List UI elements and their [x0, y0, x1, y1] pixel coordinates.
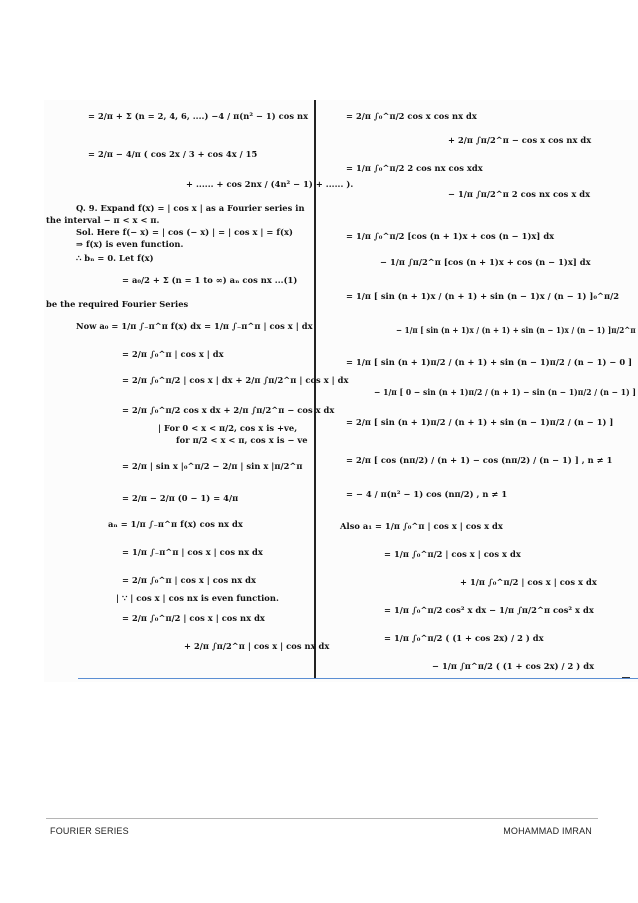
left-column-equation-line: be the required Fourier Series — [46, 299, 189, 309]
left-column-equation-line: = 2/π − 2/π (0 − 1) = 4/π — [122, 493, 239, 503]
right-column-equation-line: − 1/π [ sin (n + 1)x / (n + 1) + sin (n − 1)x / (n − 1) ]π/2^π — [396, 325, 636, 335]
left-column-equation-line: for π/2 < x < π, cos x is − ve — [176, 435, 308, 445]
left-column-equation-line: = 2/π ∫₀^π/2 cos x dx + 2/π ∫π/2^π − cos x dx — [122, 405, 335, 415]
section-separator-line — [78, 678, 638, 679]
right-column-equation-line: = − 4 / π(n² − 1) cos (nπ/2) , n ≠ 1 — [346, 489, 508, 499]
left-column-equation-line: = 2/π − 4/π ( cos 2x / 3 + cos 4x / 15 — [88, 149, 258, 159]
left-column-equation-line: the interval − π < x < π. — [46, 215, 160, 225]
right-column-equation-line: + 1/π ∫₀^π/2 | cos x | cos x dx — [460, 577, 597, 587]
left-column-equation-line: = 2/π ∫₀^π | cos x | dx — [122, 349, 224, 359]
right-column-equation-line: − 1/π ∫π/2^π [cos (n + 1)x + cos (n − 1)x] dx — [380, 257, 591, 267]
right-column-equation-line: − 1/π ∫π/2^π 2 cos nx cos x dx — [448, 189, 591, 199]
left-column-equation-line: = a₀/2 + Σ (n = 1 to ∞) aₙ cos nx ...(1) — [122, 275, 298, 285]
left-column-equation-line: = 2/π + Σ (n = 2, 4, 6, ....) −4 / π(n² − 1) cos nx — [88, 111, 309, 121]
separator-dash — [622, 677, 630, 678]
left-column-equation-line: aₙ = 1/π ∫₋π^π f(x) cos nx dx — [108, 519, 243, 529]
right-column-equation-line: = 1/π [ sin (n + 1)π/2 / (n + 1) + sin (n − 1)π/2 / (n − 1) − 0 ] — [346, 357, 633, 367]
left-column-equation-line: Q. 9. Expand f(x) = | cos x | as a Fourier series in — [76, 203, 305, 213]
right-column-equation-line: = 1/π ∫₀^π/2 2 cos nx cos xdx — [346, 163, 483, 173]
right-column-equation-line: + 2/π ∫π/2^π − cos x cos nx dx — [448, 135, 592, 145]
left-column-equation-line: = 1/π ∫₋π^π | cos x | cos nx dx — [122, 547, 263, 557]
left-column-equation-line: Now a₀ = 1/π ∫₋π^π f(x) dx = 1/π ∫₋π^π | cos x | dx — [76, 321, 313, 331]
left-column-equation-line: ∴ bₙ = 0. Let f(x) — [76, 253, 154, 263]
left-column-equation-line: + 2/π ∫π/2^π | cos x | cos nx dx — [184, 641, 330, 651]
right-column-equation-line: − 1/π [ 0 − sin (n + 1)π/2 / (n + 1) − sin (n − 1)π/2 / (n − 1) ] — [374, 387, 637, 397]
left-column-equation-line: = 2/π ∫₀^π/2 | cos x | dx + 2/π ∫π/2^π | cos x | dx — [122, 375, 349, 385]
right-column-equation-line: = 2/π ∫₀^π/2 cos x cos nx dx — [346, 111, 477, 121]
left-column-equation-line: = 2/π ∫₀^π | cos x | cos nx dx — [122, 575, 257, 585]
right-column-equation-line: = 1/π ∫₀^π/2 ( (1 + cos 2x) / 2 ) dx — [384, 633, 544, 643]
right-column-equation-line: = 2/π [ cos (nπ/2) / (n + 1) − cos (nπ/2) / (n − 1) ] , n ≠ 1 — [346, 455, 613, 465]
footer-left-text: FOURIER SERIES — [50, 826, 129, 836]
right-column-equation-line: = 1/π [ sin (n + 1)x / (n + 1) + sin (n − 1)x / (n − 1) ]₀^π/2 — [346, 291, 620, 301]
right-column-equation-line: = 2/π [ sin (n + 1)π/2 / (n + 1) + sin (n − 1)π/2 / (n − 1) ] — [346, 417, 614, 427]
right-column-equation-line: = 1/π ∫₀^π/2 cos² x dx − 1/π ∫π/2^π cos² x dx — [384, 605, 594, 615]
footer-rule — [46, 818, 598, 819]
left-column-equation-line: ⇒ f(x) is even function. — [76, 239, 184, 249]
right-column-equation-line: = 1/π ∫₀^π/2 | cos x | cos x dx — [384, 549, 521, 559]
left-column-equation-line: = 2/π | sin x |₀^π/2 − 2/π | sin x |π/2^π — [122, 461, 303, 471]
left-column-equation-line: | ∵ | cos x | cos nx is even function. — [116, 593, 279, 603]
left-column-equation-line: Sol. Here f(− x) = | cos (− x) | = | cos x | = f(x) — [76, 227, 293, 237]
footer-right-text: MOHAMMAD IMRAN — [503, 826, 592, 836]
left-column-equation-line: = 2/π ∫₀^π/2 | cos x | cos nx dx — [122, 613, 265, 623]
right-column-equation-line: − 1/π ∫π^π/2 ( (1 + cos 2x) / 2 ) dx — [432, 661, 595, 671]
left-column-equation-line: + ...... + cos 2nx / (4n² − 1) + ...... ). — [186, 179, 354, 189]
left-column-equation-line: | For 0 < x < π/2, cos x is +ve, — [158, 423, 298, 433]
right-column-equation-line: = 1/π ∫₀^π/2 [cos (n + 1)x + cos (n − 1)x] dx — [346, 231, 555, 241]
right-column-equation-line: Also a₁ = 1/π ∫₀^π | cos x | cos x dx — [340, 521, 503, 531]
